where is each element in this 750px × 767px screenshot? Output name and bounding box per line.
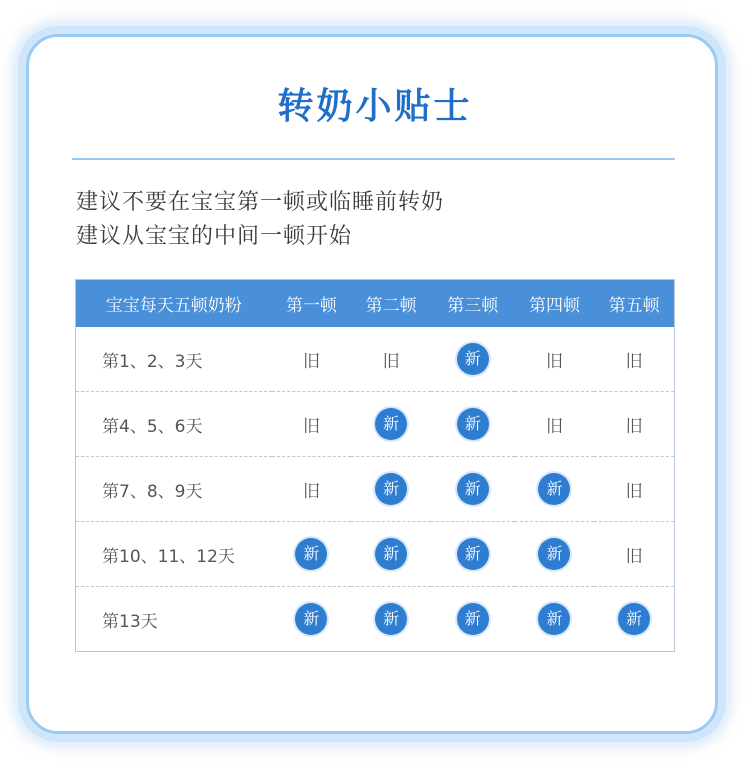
table-cell — [272, 392, 352, 457]
table-cell — [431, 587, 515, 652]
table-cell — [351, 587, 431, 652]
table-cell — [272, 522, 352, 587]
table-cell — [431, 522, 515, 587]
table-row — [76, 327, 675, 392]
tip-line: 建议从宝宝的中间一顿开始 — [76, 224, 353, 249]
table-cell — [594, 587, 674, 652]
table-cell — [515, 522, 595, 587]
old-milk-label: 旧 — [625, 351, 643, 372]
new-milk-badge: 新 — [375, 408, 407, 440]
tip-line: 建议不要在宝宝第一顿或临睡前转奶 — [76, 190, 445, 215]
new-milk-badge: 新 — [538, 603, 570, 635]
new-milk-badge: 新 — [375, 603, 407, 635]
table-cell — [515, 327, 595, 392]
table-row — [76, 392, 675, 457]
column-header: 第三顿 — [431, 280, 515, 328]
old-milk-label: 旧 — [625, 416, 643, 437]
table-cell — [351, 457, 431, 522]
new-milk-badge: 新 — [457, 343, 489, 375]
table-cell — [351, 392, 431, 457]
table-cell — [272, 457, 352, 522]
tips-text — [76, 186, 444, 254]
new-milk-badge: 新 — [538, 538, 570, 570]
new-milk-badge: 新 — [457, 408, 489, 440]
table-cell — [272, 327, 352, 392]
new-milk-badge: 新 — [375, 473, 407, 505]
table-row — [76, 522, 675, 587]
row-label: 第1、2、3天 — [102, 351, 203, 372]
new-milk-badge: 新 — [457, 473, 489, 505]
old-milk-label: 旧 — [302, 481, 320, 502]
row-label: 第7、8、9天 — [76, 457, 272, 522]
column-header: 第五顿 — [594, 280, 674, 328]
table-cell — [351, 327, 431, 392]
table-cell — [431, 327, 515, 392]
old-milk-label: 旧 — [545, 351, 563, 372]
column-header: 宝宝每天五顿奶粉 — [76, 280, 272, 328]
column-header: 第二顿 — [351, 280, 431, 328]
new-milk-badge: 新 — [538, 473, 570, 505]
table-cell — [272, 587, 352, 652]
new-milk-badge: 新 — [457, 603, 489, 635]
table-header-row — [76, 280, 675, 328]
old-milk-label: 旧 — [625, 546, 643, 567]
table-cell — [594, 392, 674, 457]
old-milk-label: 旧 — [625, 481, 643, 502]
table-cell — [431, 392, 515, 457]
title-divider — [72, 158, 675, 160]
new-milk-badge: 新 — [618, 603, 650, 635]
table-cell — [594, 457, 674, 522]
new-milk-badge: 新 — [457, 538, 489, 570]
table-cell — [351, 522, 431, 587]
new-milk-badge: 新 — [375, 538, 407, 570]
table-cell — [594, 327, 674, 392]
table-row — [76, 587, 675, 652]
page-title: 转奶小贴士 — [277, 86, 473, 127]
row-label: 第4、5、6天 — [76, 392, 272, 457]
table-cell — [515, 587, 595, 652]
row-label: 第13天 — [76, 587, 272, 652]
new-milk-badge: 新 — [295, 603, 327, 635]
old-milk-label: 旧 — [302, 351, 320, 372]
table-cell — [431, 457, 515, 522]
old-milk-label: 旧 — [302, 416, 320, 437]
column-header: 第一顿 — [272, 280, 352, 328]
table-row — [76, 457, 675, 522]
row-label: 第10、11、12天 — [76, 522, 272, 587]
table-cell — [594, 522, 674, 587]
new-milk-badge: 新 — [295, 538, 327, 570]
feeding-schedule-table — [75, 279, 675, 652]
old-milk-label: 旧 — [382, 351, 400, 372]
table-body — [76, 327, 675, 652]
table-cell — [515, 457, 595, 522]
old-milk-label: 旧 — [545, 416, 563, 437]
table-cell — [515, 392, 595, 457]
column-header: 第四顿 — [515, 280, 595, 328]
